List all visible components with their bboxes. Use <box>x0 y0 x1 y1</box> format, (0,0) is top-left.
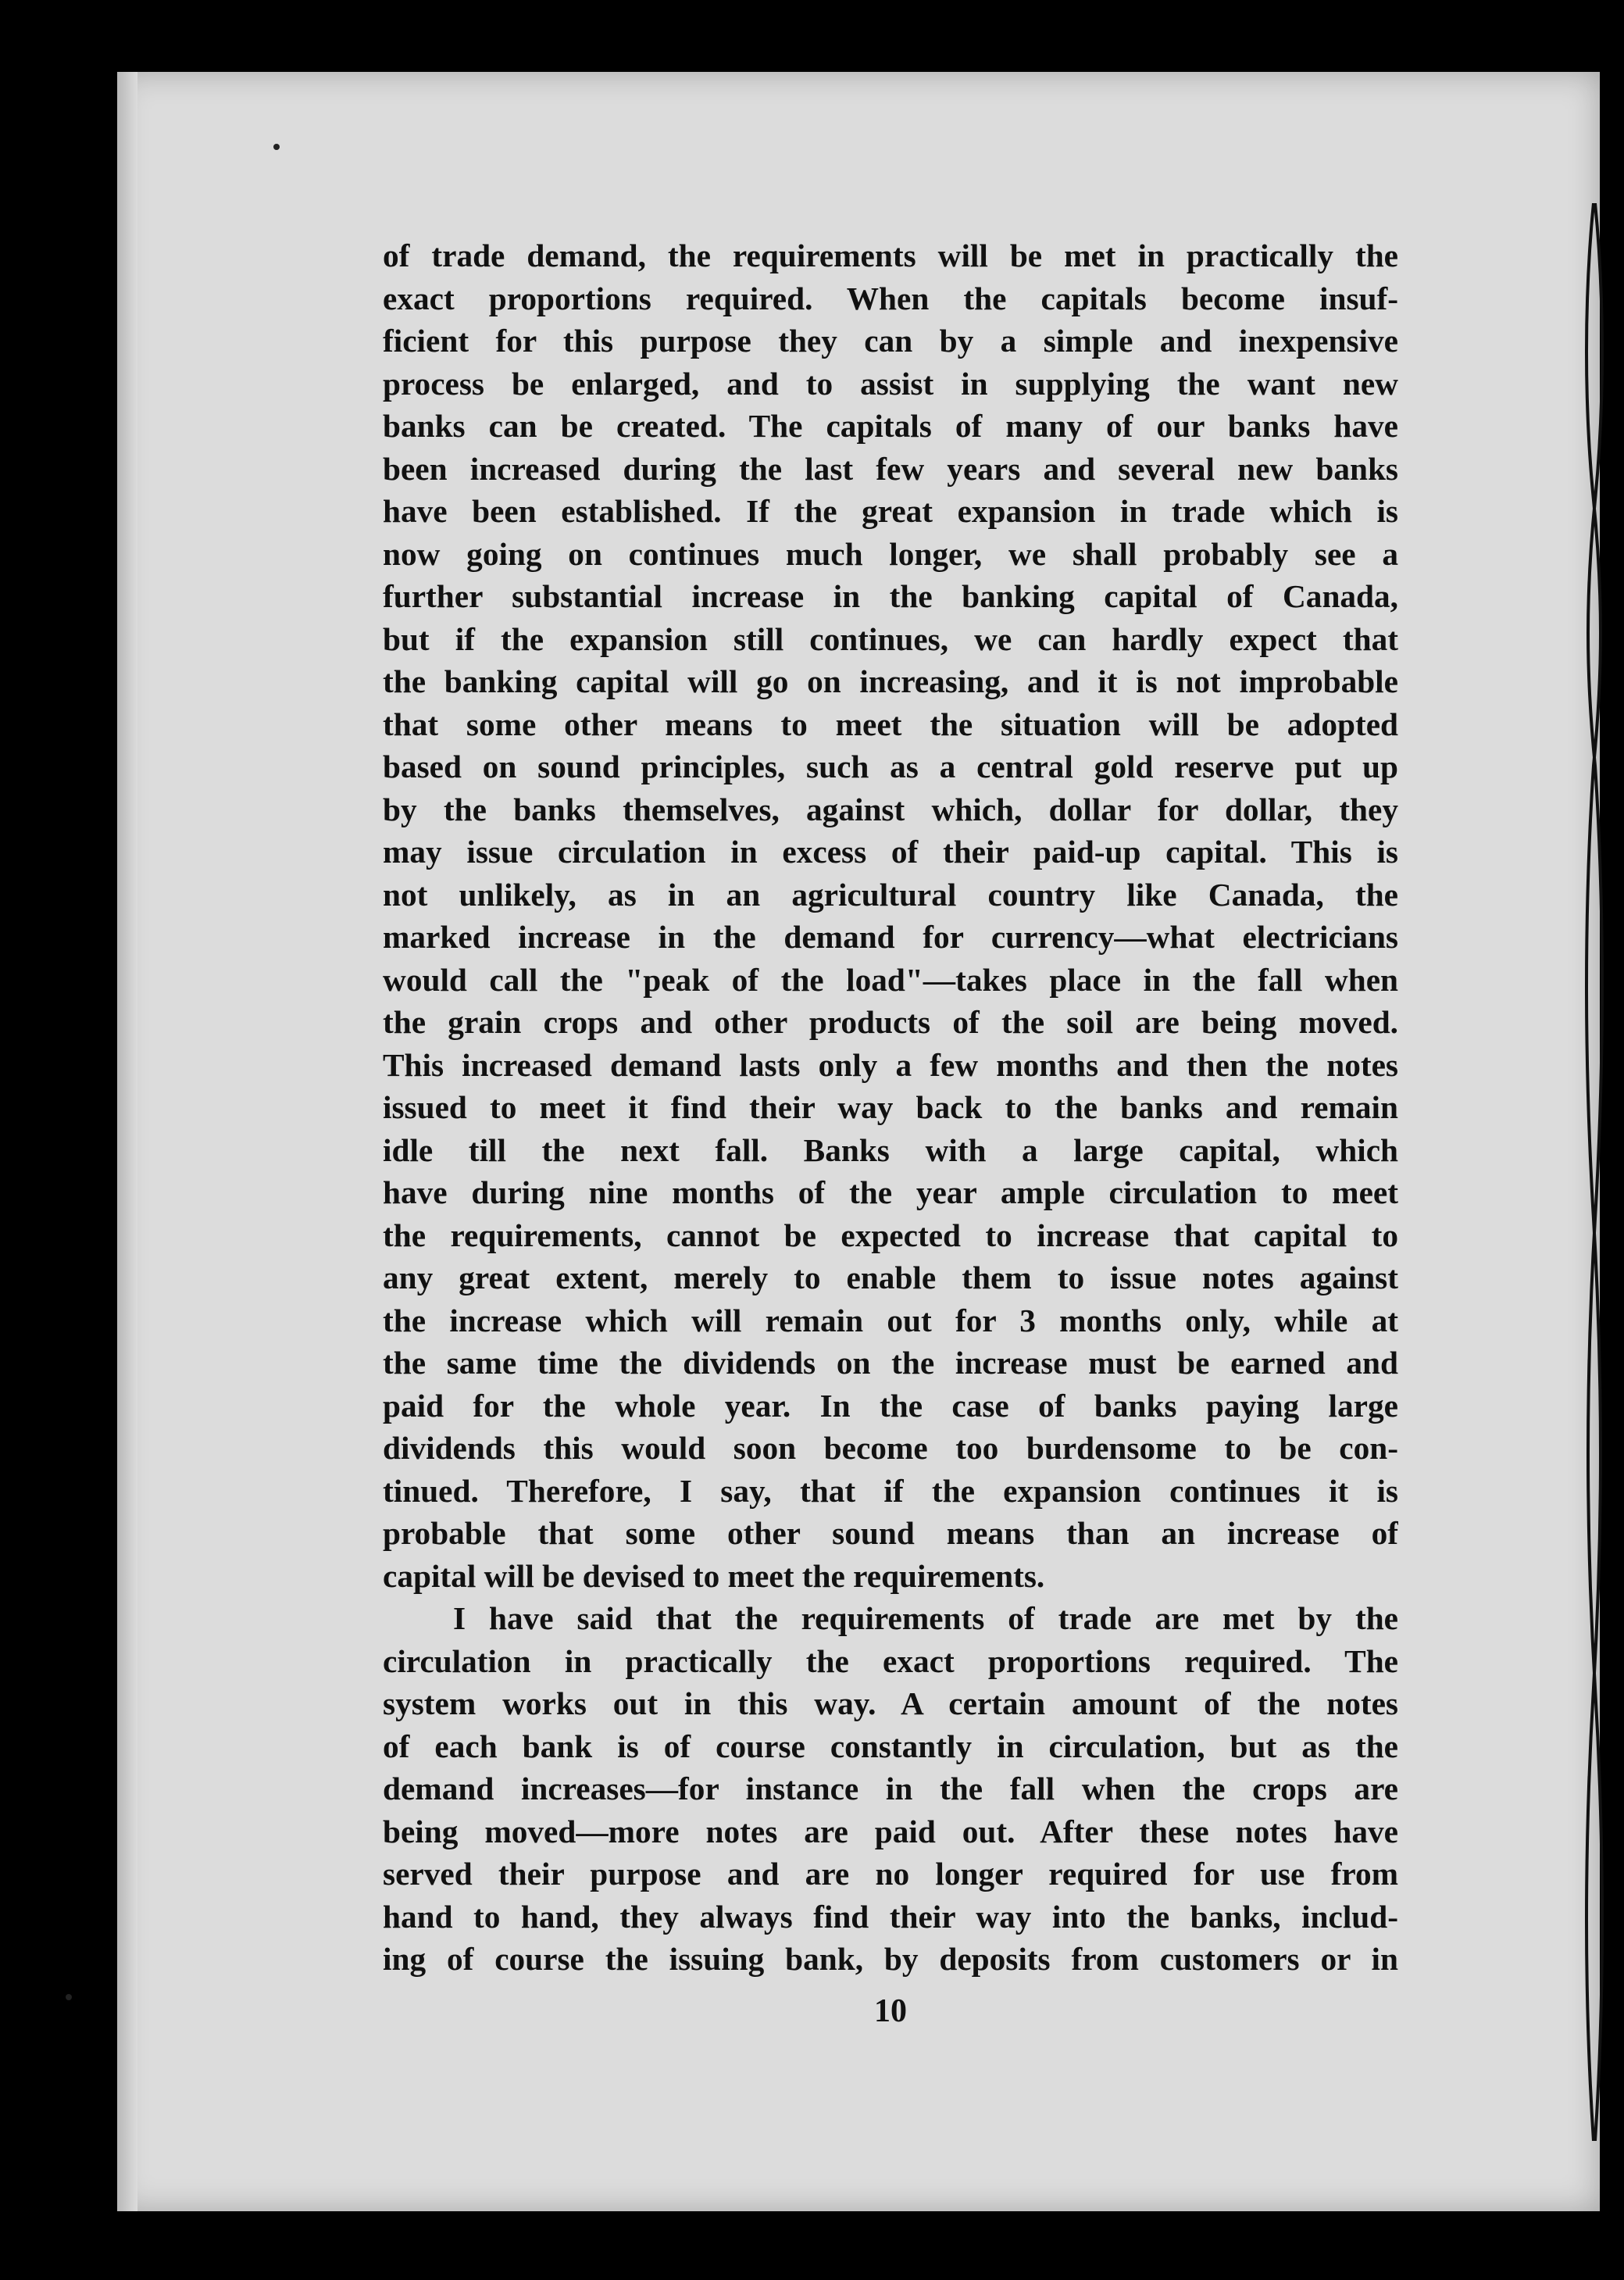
speck <box>273 144 280 150</box>
text-line: by the banks themselves, against which, dollar for dollar, they <box>383 791 1398 827</box>
text-line: based on sound principles, such as a central gold reserve put up <box>383 749 1398 784</box>
body-text <box>383 234 1398 1981</box>
text-line: served their purpose and are no longer required for use from <box>383 1856 1398 1892</box>
text-line: of trade demand, the requirements will be met in practically the <box>383 238 1398 273</box>
text-line: This increased demand lasts only a few months and then the notes <box>383 1046 1398 1083</box>
text-line: hand to hand, they always find their way into the banks, includ- <box>383 1898 1398 1935</box>
text-line: may issue circulation in excess of their paid-up capital. This is <box>383 834 1398 870</box>
paragraph-end-line: capital will be devised to meet the requirements. <box>383 1557 1045 1594</box>
text-line: process be enlarged, and to assist in supplying the want new <box>383 365 1398 402</box>
text-line: the same time the dividends on the increase must be earned and <box>383 1345 1398 1381</box>
text-line: have been established. If the great expansion in trade which is <box>383 493 1398 529</box>
text-line: the banking capital will go on increasing, and it is not improbable <box>383 663 1398 699</box>
text-line: have during nine months of the year ample circulation to meet <box>383 1174 1398 1210</box>
text-line: the increase which will remain out for 3 months only, while at <box>383 1302 1398 1338</box>
text-line: marked increase in the demand for currency—what electricians <box>383 919 1398 955</box>
page-number: 10 <box>874 1993 907 2029</box>
text-line: tinued. Therefore, I say, that if the expansion continues it is <box>383 1472 1398 1509</box>
text-line: demand increases—for instance in the fall when the crops are <box>383 1771 1398 1806</box>
text-line: the grain crops and other products of the soil are being moved. <box>383 1004 1398 1040</box>
text-line: would call the "peak of the load"—takes place in the fall when <box>383 961 1398 998</box>
text-line: paid for the whole year. In the case of banks paying large <box>383 1387 1398 1424</box>
text-line: but if the expansion still continues, we can hardly expect that <box>383 620 1398 657</box>
text-line: probable that some other sound means than an increase of <box>383 1515 1398 1551</box>
text-line: not unlikely, as in an agricultural country like Canada, the <box>383 876 1398 913</box>
text-line: issued to meet it find their way back to the banks and remain <box>383 1089 1398 1125</box>
text-line: that some other means to meet the situation will be adopted <box>383 706 1398 742</box>
text-line: further substantial increase in the banking capital of Canada, <box>383 578 1398 614</box>
text-line: circulation in practically the exact proportions required. The <box>383 1642 1398 1679</box>
text-line: system works out in this way. A certain amount of the notes <box>383 1685 1398 1721</box>
text-line: any great extent, merely to enable them to issue notes against <box>383 1260 1398 1295</box>
text-line: the requirements, cannot be expected to increase that capital to <box>383 1217 1398 1253</box>
text-line: now going on continues much longer, we shall probably see a <box>383 535 1398 572</box>
paragraph-start-line: I have said that the requirements of trade are met by the <box>453 1600 1398 1636</box>
text-line: dividends this would soon become too burdensome to be con- <box>383 1430 1398 1466</box>
text-line: of each bank is of course constantly in circulation, but as the <box>383 1728 1398 1764</box>
binding-edge <box>1578 203 1609 2141</box>
text-line: idle till the next fall. Banks with a large capital, which <box>383 1131 1398 1168</box>
text-line: exact proportions required. When the capitals become insuf- <box>383 280 1398 316</box>
text-line: been increased during the last few years and several new banks <box>383 450 1398 487</box>
text-line: ing of course the issuing bank, by deposits from customers or in <box>383 1941 1398 1977</box>
text-line: being moved—more notes are paid out. After these notes have <box>383 1813 1398 1849</box>
speck <box>66 1994 72 2000</box>
text-line: ficient for this purpose they can by a simple and inexpensive <box>383 323 1398 359</box>
text-line: banks can be created. The capitals of many of our banks have <box>383 408 1398 444</box>
